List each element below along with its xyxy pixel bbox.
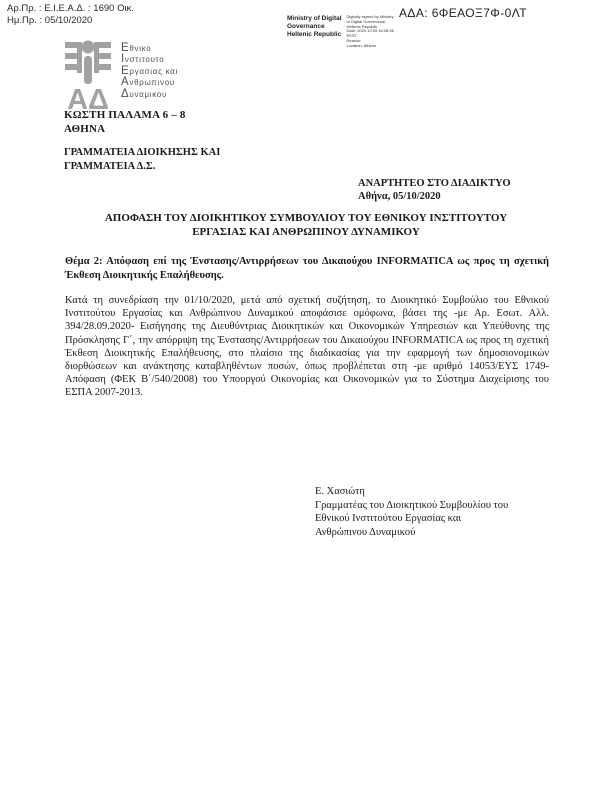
institute-name [121,39,178,112]
digital-signature-stamp [287,15,394,49]
signer-block [315,485,508,539]
publish-notice [358,177,511,203]
decision-title [65,212,547,239]
signature-detail-line: of Digital Governance, [346,18,387,24]
institute-name-line: Ινστιτουτο [121,53,165,66]
decision-title-line: ΑΠΟΦΑΣΗ ΤΟΥ ΔΙΟΙΚΗΤΙΚΟΥ ΣΥΜΒΟΥΛΙΟΥ ΤΟΥ ΕΘΝΙΚΟΥ ΙΝΣΤΙΤΟΥΤΟΥ [104,212,508,224]
institute-logo-block [64,39,178,112]
decision-title-line: ΕΡΓΑΣΙΑΣ ΚΑΙ ΑΝΘΡΩΠΙΝΟΥ ΔΥΝΑΜΙΚΟΥ [192,225,420,238]
signature-details [347,15,394,49]
publish-date-line: Αθήνα, 05/10/2020 [358,191,441,202]
signer-title-line: Γραμματέας του Διοικητικού Συμβουλίου του [315,499,509,511]
protocol-stamp [7,3,134,26]
ministry-line: Governance [287,23,325,30]
secretariat-line: ΓΡΑΜΜΑΤΕΙΑ ΔΙΟΙΚΗΣΗΣ ΚΑΙ [64,147,221,158]
institute-name-line: Εργασιας και [121,64,178,77]
protocol-number: Αρ.Πρ. : Ε.Ι.Ε.Α.Δ. : 1690 Οικ. [7,3,134,14]
signature-detail-line: Date: 2020.10.05 16:08:26 [346,28,394,34]
signer-title-line: Ανθρώπινου Δυναμικού [315,526,416,538]
institute-name-line: Εθνικο [121,42,152,54]
ministry-line: Hellenic Republic [287,31,342,38]
institute-name-line: Ανθρωπινου [121,76,175,89]
publish-internet-line: ΑΝΑΡΤΗΤΕΟ ΣΤΟ ΔΙΑΔΙΚΤΥΟ [358,178,511,189]
protocol-date: Ημ.Πρ. : 05/10/2020 [7,14,93,26]
ministry-line: Ministry of Digital [287,15,342,22]
subject-paragraph: Θέμα 2: Απόφαση επί της Ένστασης/Αντιρρήσεων του Δικαιούχου INFORMATICA ως προς τη σχετική Έκθεση Διοικητικής Επαλήθευσης. [65,256,549,281]
signer-name: Ε. Χασιώτη [315,486,365,497]
signature-detail-line: Digitally signed by Ministry [346,14,394,19]
signer-title-line: Εθνικού Ινστιτούτου Εργασίας και [315,513,462,524]
logo-ad-letters: ΑΔ [67,84,109,112]
body-paragraph: Κατά τη συνεδρίαση την 01/10/2020, μετά από σχετική συζήτηση, το Διοικητικό Συμβούλιο του Εθνικού Ινστιτούτου Εργασίας και Ανθρώπινου Δυναμικού αποφάσισε ομόφωνα, βάσει της -με Αρ. Εσωτ. Αλλ. 394/28.09.2020- Εισήγησης της Διευθύντριας Διοικητικών και Οικονομικών Υπηρεσιών και Υπεύθυνης της Πρόσκλησης Γ΄, την απόρριψη της Ένστασης/Αντιρρήσεων του Δικαιούχου INFORMATICA ως προς τη σχετική Έκθεση Διοικητικής Επαλήθευσης, στο πλαίσιο της διαδικασίας για την εφαρμογή των δημοσιονομικών διορθώσεων και ανάκτησης καταβληθέντων ποσών, όπως προβλέπεται στη -με αριθμό 14053/ΕΥΣ 1749- Απόφαση (ΦΕΚ Β΄/540/2008) του Υπουργού Οικονομίας και Οικονομικών για το Σύστημα Διαχείρισης του ΕΣΠΑ 2007-2013. [65,295,549,399]
institute-address [64,109,186,136]
address-city: ΑΘΗΝΑ [64,122,106,135]
signature-detail-line: Hellenic Republic [346,23,378,29]
institute-name-line: Δυναμικου [121,87,168,100]
signature-detail-line: Location: Athens [346,42,377,48]
address-street: ΚΩΣΤΗ ΠΑΛΑΜΑ 6 – 8 [64,109,186,121]
signature-detail-line: Reason: [346,37,362,43]
secretariat-block [64,146,220,173]
secretariat-line: ΓΡΑΜΜΑΤΕΙΑ Δ.Σ. [64,160,156,172]
signature-detail-line: EEST [346,33,357,39]
ada-code: ΑΔΑ: 6ΦΕΑΟΞ7Φ-0ΛΤ [399,6,528,20]
institute-logo-icon [64,39,112,112]
signature-ministry-name [287,15,342,39]
